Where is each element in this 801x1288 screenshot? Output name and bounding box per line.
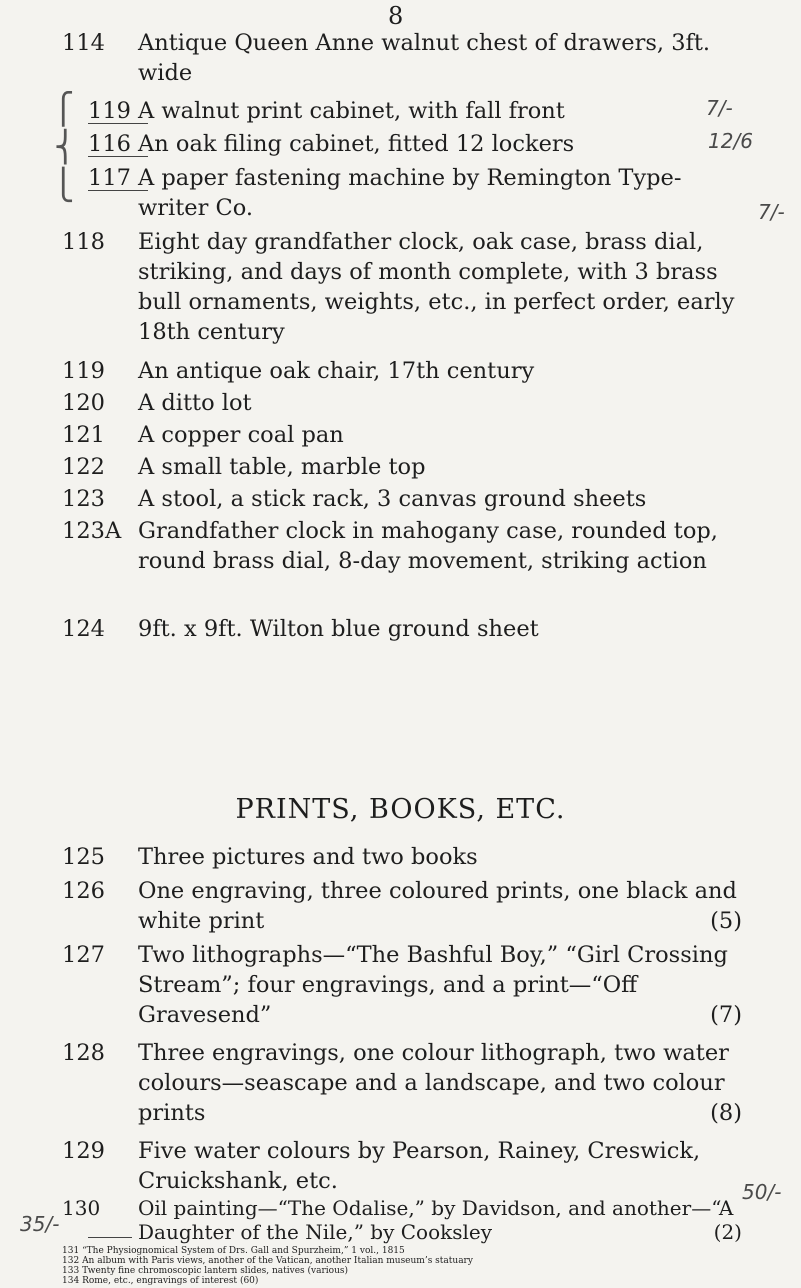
lot-quantity: (8)	[710, 1100, 742, 1126]
lot-description: Twenty fine chromoscopic lantern slides, natives (various)	[82, 1266, 349, 1276]
lot-description: “The Physiognomical System of Drs. Gall and Spurzheim,” 1 vol., 1815	[82, 1246, 405, 1256]
lot-number: 133	[62, 1266, 80, 1276]
lot-129	[62, 1136, 742, 1196]
section-heading: PRINTS, BOOKS, ETC.	[235, 794, 566, 825]
lot-number: 130	[62, 1196, 101, 1220]
lot-number: 132	[62, 1256, 80, 1266]
lot-118	[62, 227, 742, 347]
lot-description: An album with Paris views, another of the Vatican, another Italian museum’s statuary	[82, 1256, 473, 1266]
lot-description: Eight day grandfather clock, oak case, brass dial, striking, and days of month complete, with 3 brass bull ornaments, weights, etc., in perfect order, early 18th century	[138, 229, 735, 345]
lot-128	[62, 1038, 742, 1128]
lot-120	[62, 388, 742, 418]
lot-number: 131	[62, 1246, 80, 1256]
lot-127	[62, 940, 742, 1030]
lot-description: Two lithographs—“The Bashful Boy,” “Girl Crossing Stream”; four engravings, and a print—“Off Gravesend” (7)	[138, 942, 742, 1028]
lot-number: 122	[62, 454, 105, 480]
lot-description: 9ft. x 9ft. Wilton blue ground sheet	[138, 616, 539, 642]
lot-116	[62, 129, 742, 159]
lot-134	[62, 1276, 742, 1286]
lot-description: A copper coal pan	[138, 422, 344, 448]
lot-number: 129	[62, 1138, 105, 1164]
lot-123a	[62, 516, 742, 576]
handwritten-price: 12/6	[708, 129, 753, 153]
lot-number: 116	[88, 131, 131, 157]
lot-123	[62, 484, 742, 514]
lot-description: An oak filing cabinet, fitted 12 lockers	[138, 131, 575, 157]
handwritten-price: 7/-	[706, 96, 733, 120]
margin-bracket: ⎩	[52, 168, 75, 203]
lot-126	[62, 876, 742, 936]
lot-number: 119	[88, 98, 131, 124]
lot-number: 124	[62, 616, 105, 642]
lot-number: 118	[62, 229, 105, 255]
lot-quantity: (7)	[710, 1002, 742, 1028]
margin-bracket: ⎨	[54, 130, 77, 165]
lot-number: 123A	[62, 518, 122, 544]
lot-number: 117	[88, 165, 131, 191]
lot-number: 125	[62, 844, 105, 870]
handwritten-price: 50/-	[742, 1180, 782, 1204]
lot-number: 126	[62, 878, 105, 904]
lot-description: A stool, a stick rack, 3 canvas ground sheets	[138, 486, 647, 512]
lot-number: 134	[62, 1276, 80, 1286]
lot-quantity: (2)	[713, 1220, 742, 1244]
lot-description: Antique Queen Anne walnut chest of drawers, 3ft. wide	[138, 30, 711, 86]
lot-119	[62, 356, 742, 386]
lot-description: A walnut print cabinet, with fall front	[138, 98, 565, 124]
lot-quantity: (60)	[239, 1276, 259, 1286]
lot-114	[62, 28, 742, 88]
lot-description: A small table, marble top	[138, 454, 426, 480]
lot-description: A paper fastening machine by Remington Type-writer Co.	[138, 165, 682, 221]
handwritten-price: 35/-	[20, 1212, 60, 1236]
margin-bracket: ⎧	[52, 92, 75, 127]
lot-number: 121	[62, 422, 105, 448]
lot-130	[62, 1196, 742, 1244]
lot-number: 114	[62, 30, 105, 56]
lot-113	[62, 96, 742, 126]
lot-quantity: (5)	[710, 908, 742, 934]
lot-121	[62, 420, 742, 450]
lot-description: Five water colours by Pearson, Rainey, Creswick, Cruickshank, etc.	[138, 1138, 701, 1194]
lot-description: An antique oak chair, 17th century	[138, 358, 535, 384]
lot-description: Three pictures and two books	[138, 844, 478, 870]
handwritten-price: 7/-	[758, 200, 785, 224]
lot-133	[62, 1266, 742, 1276]
lot-number: 128	[62, 1040, 105, 1066]
lot-131	[62, 1246, 742, 1256]
lot-122	[62, 452, 742, 482]
lot-description: A ditto lot	[138, 390, 252, 416]
lot-number: 127	[62, 942, 105, 968]
lot-number: 119	[62, 358, 105, 384]
lot-description: One engraving, three coloured prints, one black and white print (5)	[138, 878, 742, 934]
lot-number: 123	[62, 486, 105, 512]
lot-132	[62, 1256, 742, 1266]
page-number: 8	[388, 2, 404, 30]
remaining-lots	[62, 1246, 742, 1286]
lot-117	[62, 163, 742, 223]
lot-description: Oil painting—“The Odalise,” by Davidson, and another—“A Daughter of the Nile,” by Cooksley (2)	[138, 1196, 742, 1244]
lot-number: 120	[62, 390, 105, 416]
lot-description: Three engravings, one colour lithograph, two water colours—seascape and a landscape, and two colour prints (8)	[138, 1040, 742, 1126]
lot-124	[62, 614, 742, 644]
lot-125	[62, 842, 742, 872]
lot-description: Rome, etc., engravings of interest	[82, 1276, 238, 1286]
lot-description: Grandfather clock in mahogany case, rounded top, round brass dial, 8-day movement, striking action	[138, 518, 718, 574]
